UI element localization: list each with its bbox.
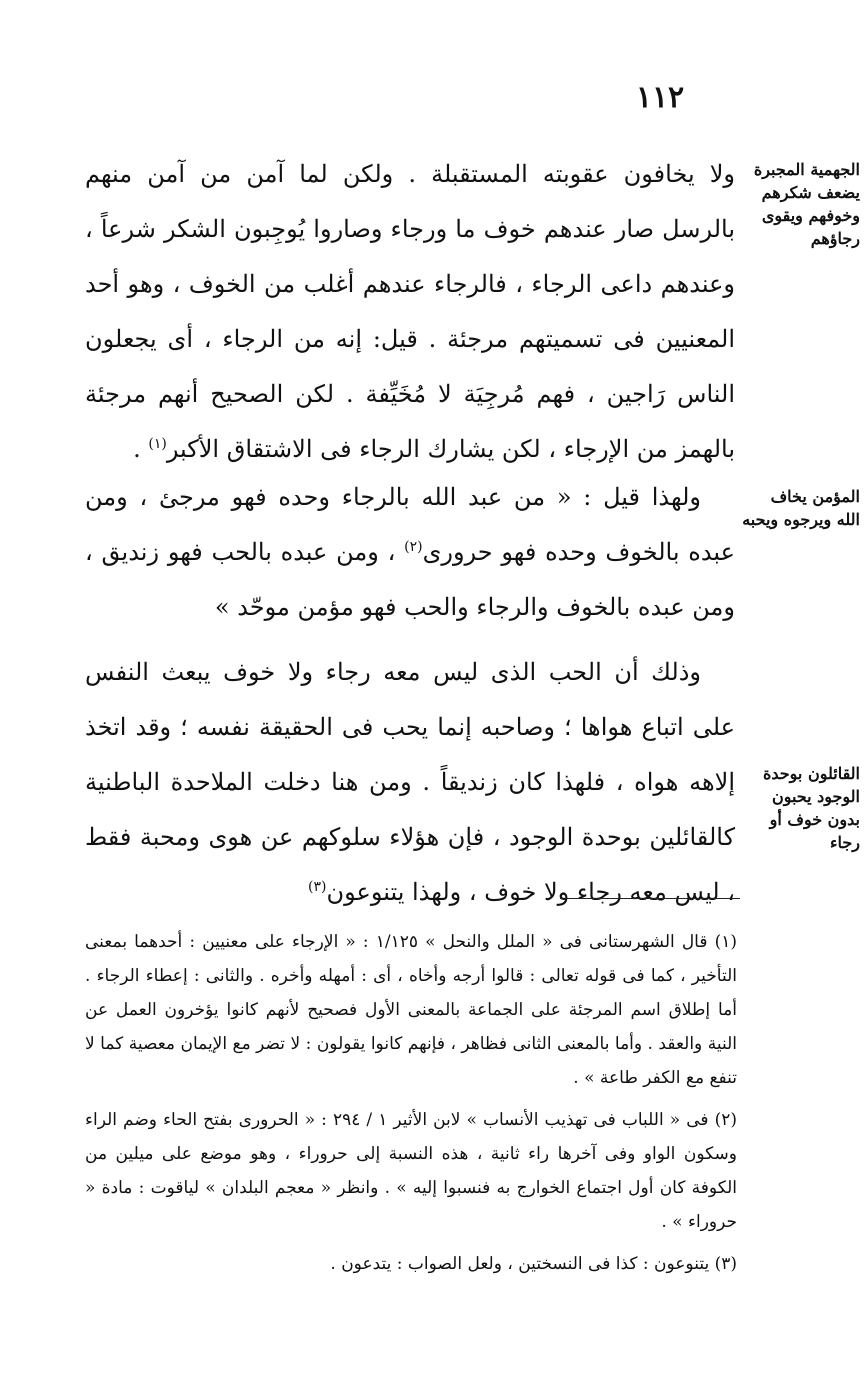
paragraph-3 xyxy=(85,645,735,920)
footnote-ref-1[interactable]: (١) xyxy=(148,436,167,452)
paragraph-2-tail: ، ومن عبده بالحب فهو زنديق ، ومن عبده بالخوف والرجاء والحب فهو مؤمن موحّد » xyxy=(85,538,735,621)
footnotes xyxy=(85,925,737,1289)
footnote-2: (٢) فى « اللباب فى تهذيب الأنساب » لابن الأثير ١ / ٢٩٤ : « الحرورى بفتح الحاء وضم الراء وسكون الواو وفى آخرها راء ثانية ، هذه النسبة إلى حروراء ، وهو موضع على ميلين من الكوفة كان أول اجتماع الخوارج به فنسبوا إليه » . وانظر « معجم البلدان » لياقوت : مادة « حروراء » . xyxy=(85,1110,737,1232)
footnote-3: (٣) يتنوعون : كذا فى النسختين ، ولعل الصواب : يتدعون . xyxy=(330,1254,737,1274)
footnote-ref-2[interactable]: (٢) xyxy=(404,539,423,555)
paragraph-1-text: ولا يخافون عقوبته المستقبلة . ولكن لما آمن من آمن منهم بالرسل صار عندهم خوف ما ورجاء وصاروا يُوجِبون الشكر شرعاً ، وعندهم داعى الرجاء ، فالرجاء عندهم أغلب من الخوف ، وهو أحد المعنيين فى تسميتهم مرجئة . قيل: إنه من الرجاء ، أى يجعلون الناس رَاجين ، فهم مُرجِيَة لا مُخَيِّفة . لكن الصحيح أنهم مرجئة بالهمز من الإرجاء ، لكن يشارك الرجاء فى الاشتقاق الأكبر xyxy=(85,160,735,463)
footnote-ref-3[interactable]: (٣) xyxy=(308,879,327,895)
paragraph-3-text: وذلك أن الحب الذى ليس معه رجاء ولا خوف يبعث النفس على اتباع هواها ؛ وصاحبه إنما يحب فى الحقيقة نفسه ؛ وقد اتخذ إلاهه هواه ، فلهذا كان زنديقاً . ومن هنا دخلت الملاحدة الباطنية كالقائلين بوحدة الوجود ، فإن هؤلاء سلوكهم عن هوى ومحبة فقط ، ليس معه رجاء ولا خوف ، ولهذا يتنوعون xyxy=(85,658,735,906)
paragraph-1 xyxy=(85,147,735,477)
page-number: ١١٢ xyxy=(635,80,685,115)
paragraph-2 xyxy=(85,470,735,635)
paragraph-2-text: ولهذا قيل : « من عبد الله بالرجاء وحده فهو مرجئ ، ومن عبده بالخوف وحده فهو حرورى xyxy=(85,483,735,566)
footnote-1: (١) قال الشهرستانى فى « الملل والنحل » ١/١٢٥ : « الإرجاء على معنيين : أحدهما بمعنى التأخير ، كما فى قوله تعالى : قالوا أرجه وأخاه ، أى : أمهله وأخره . والثانى : إعطاء الرجاء . أما إطلاق اسم المرجئة على الجماعة بالمعنى الأول فصحيح لأنهم كانوا يؤخرون العمل عن النية والعقد . وأما بالمعنى الثانى فظاهر ، فإنهم كانوا يقولون : لا تضر مع الإيمان معصية كما لا تنفع مع الكفر طاعة » . xyxy=(85,932,737,1088)
footnote-divider xyxy=(560,898,740,899)
margin-note-3: القائلون بوحدة الوجود يحبون بدون خوف أو رجاء xyxy=(762,764,860,852)
paragraph-1-tail: . xyxy=(133,435,149,463)
margin-note-2: المؤمن يخاف الله ويرجوه ويحبه xyxy=(742,487,860,529)
margin-note-1: الجهمية المجبرة يضعف شكرهم وخوفهم ويقوى رجاؤهم xyxy=(753,160,860,248)
